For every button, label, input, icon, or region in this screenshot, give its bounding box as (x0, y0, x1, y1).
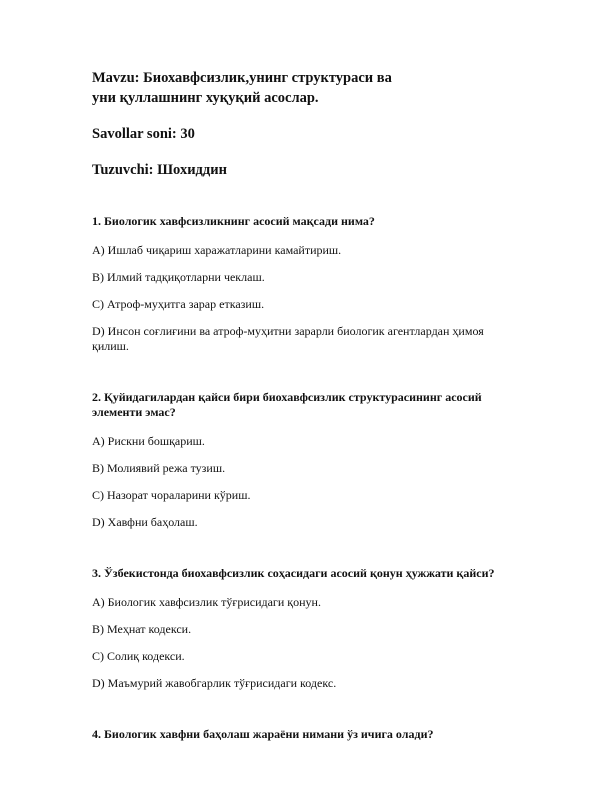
question-text: 1. Биологик хавфсизликнинг асосий мақсади нима? (92, 214, 375, 228)
question-1 (92, 214, 542, 354)
answer-option-c: C) Атроф-муҳитга зарар етказиш. (92, 297, 265, 311)
question-spacer (92, 542, 542, 566)
questions-count: Savollar soni: 30 (92, 126, 195, 142)
question-4 (92, 727, 542, 742)
answer-option-c: C) Солиқ кодекси. (92, 649, 185, 663)
question-text: 3. Ўзбекистонда биохавфсизлик соҳасидаги асосий қонун ҳужжати қайси? (92, 566, 495, 580)
answer-option-d: D) Маъмурий жавобгарлик тўғрисидаги кодекс. (92, 676, 337, 690)
answer-option-d: D) Хавфни баҳолаш. (92, 515, 198, 529)
answer-option-a: A) Биологик хавфсизлик тўғрисидаги қонун. (92, 595, 321, 609)
answer-option-b: B) Илмий тадқиқотларни чеклаш. (92, 270, 265, 284)
question-3 (92, 566, 542, 691)
question-spacer (92, 703, 542, 727)
question-text: 2. Қуйидагилардан қайси бири биохавфсизлик структурасининг асосий элементи эмас? (92, 390, 482, 419)
question-2 (92, 390, 542, 530)
title-block (92, 68, 542, 108)
question-text: 4. Биологик хавфни баҳолаш жараёни нимани ўз ичига олади? (92, 727, 434, 741)
answer-option-b: B) Молиявий режа тузиш. (92, 461, 226, 475)
answer-option-a: A) Ишлаб чиқариш харажатларини камайтириш. (92, 243, 342, 257)
answer-option-c: C) Назорат чораларини кўриш. (92, 488, 251, 502)
answer-option-b: B) Меҳнат кодекси. (92, 622, 192, 636)
author-line: Tuzuvchi: Шохиддин (92, 162, 227, 178)
topic-title-line-2: уни қуллашнинг хуқуқий асослар. (92, 90, 319, 106)
question-spacer (92, 366, 542, 390)
answer-option-d: D) Инсон соғлиғини ва атроф-муҳитни зарарли биологик агентлардан ҳимоя қилиш. (92, 324, 484, 353)
topic-title-line-1: Mavzu: Биохавфсизлик,унинг структураси ва (92, 70, 392, 86)
answer-option-a: A) Рискни бошқариш. (92, 434, 205, 448)
